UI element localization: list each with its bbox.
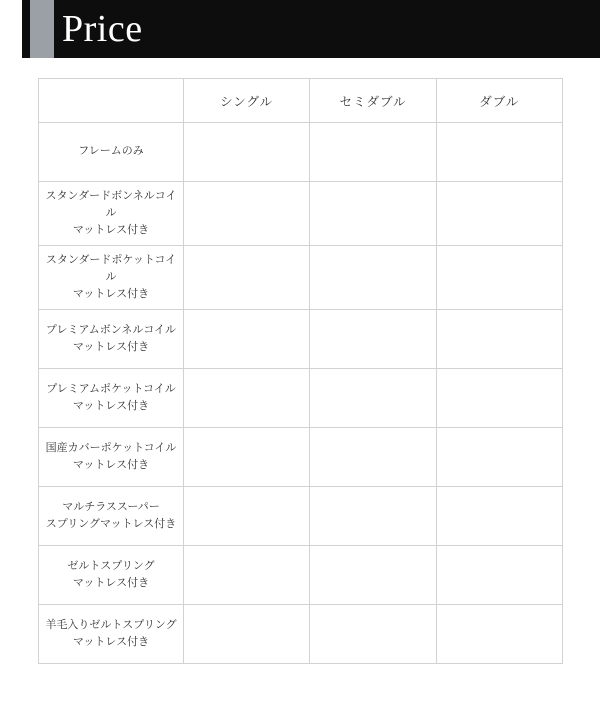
price-cell — [184, 182, 310, 246]
price-cell — [310, 182, 436, 246]
row-label-line: マットレス付き — [72, 577, 150, 590]
price-cell — [436, 487, 562, 546]
row-label — [39, 487, 184, 546]
column-header-semidouble: セミダブル — [310, 79, 436, 123]
price-cell — [436, 369, 562, 428]
row-label-line: プレミアムボンネルコイル — [45, 324, 177, 337]
price-cell — [184, 546, 310, 605]
price-cell — [184, 369, 310, 428]
price-cell — [436, 428, 562, 487]
price-table-container — [0, 58, 600, 664]
price-cell — [310, 310, 436, 369]
row-label — [39, 182, 184, 246]
row-label-line: マットレス付き — [72, 636, 150, 649]
price-cell — [310, 546, 436, 605]
price-cell — [184, 246, 310, 310]
price-cell — [436, 246, 562, 310]
table-body — [39, 123, 563, 664]
table-row — [39, 369, 563, 428]
table-row — [39, 310, 563, 369]
price-cell — [310, 246, 436, 310]
price-cell — [184, 428, 310, 487]
row-label-line: ゼルトスプリング — [67, 560, 155, 573]
row-label-line: マットレス付き — [72, 400, 150, 413]
price-cell — [184, 310, 310, 369]
page-header-banner — [0, 0, 600, 58]
table-row — [39, 123, 563, 182]
banner-left-white-block — [0, 0, 22, 58]
row-label-line: マットレス付き — [72, 341, 150, 354]
price-cell — [310, 487, 436, 546]
table-row — [39, 605, 563, 664]
row-label-line: マットレス付き — [72, 224, 150, 237]
price-cell — [436, 123, 562, 182]
row-label — [39, 246, 184, 310]
price-table — [38, 78, 563, 664]
table-header — [39, 79, 563, 123]
price-cell — [436, 310, 562, 369]
row-label-line: スプリングマットレス付き — [45, 518, 177, 531]
table-row — [39, 428, 563, 487]
row-label-line: プレミアムポケットコイル — [46, 383, 176, 396]
row-label — [39, 546, 184, 605]
price-cell — [184, 487, 310, 546]
column-header-single: シングル — [184, 79, 310, 123]
row-label — [39, 428, 184, 487]
table-row — [39, 182, 563, 246]
price-cell — [436, 182, 562, 246]
table-row — [39, 546, 563, 605]
page-title: Price — [62, 8, 143, 50]
row-label-line: 国産カバーポケットコイル — [45, 442, 177, 455]
row-label — [39, 123, 184, 182]
banner-accent-bar — [30, 0, 54, 58]
price-cell — [184, 605, 310, 664]
row-label-line: 羊毛入りゼルトスプリング — [45, 619, 177, 632]
price-cell — [310, 428, 436, 487]
row-label — [39, 605, 184, 664]
row-label-line: スタンダードポケットコイル — [45, 254, 177, 284]
row-label-line: スタンダードボンネルコイル — [45, 190, 177, 220]
table-row — [39, 487, 563, 546]
row-label-line: マルチラススーパー — [62, 501, 160, 514]
row-label-line: マットレス付き — [72, 459, 150, 472]
price-cell — [310, 605, 436, 664]
price-cell — [310, 369, 436, 428]
price-cell — [184, 123, 310, 182]
row-label-line: マットレス付き — [72, 288, 150, 301]
row-label — [39, 369, 184, 428]
table-corner-cell — [39, 79, 184, 123]
price-cell — [436, 605, 562, 664]
row-label-line: フレームのみ — [78, 145, 144, 158]
price-cell — [310, 123, 436, 182]
table-row — [39, 246, 563, 310]
table-header-row — [39, 79, 563, 123]
column-header-double: ダブル — [436, 79, 562, 123]
row-label — [39, 310, 184, 369]
price-cell — [436, 546, 562, 605]
